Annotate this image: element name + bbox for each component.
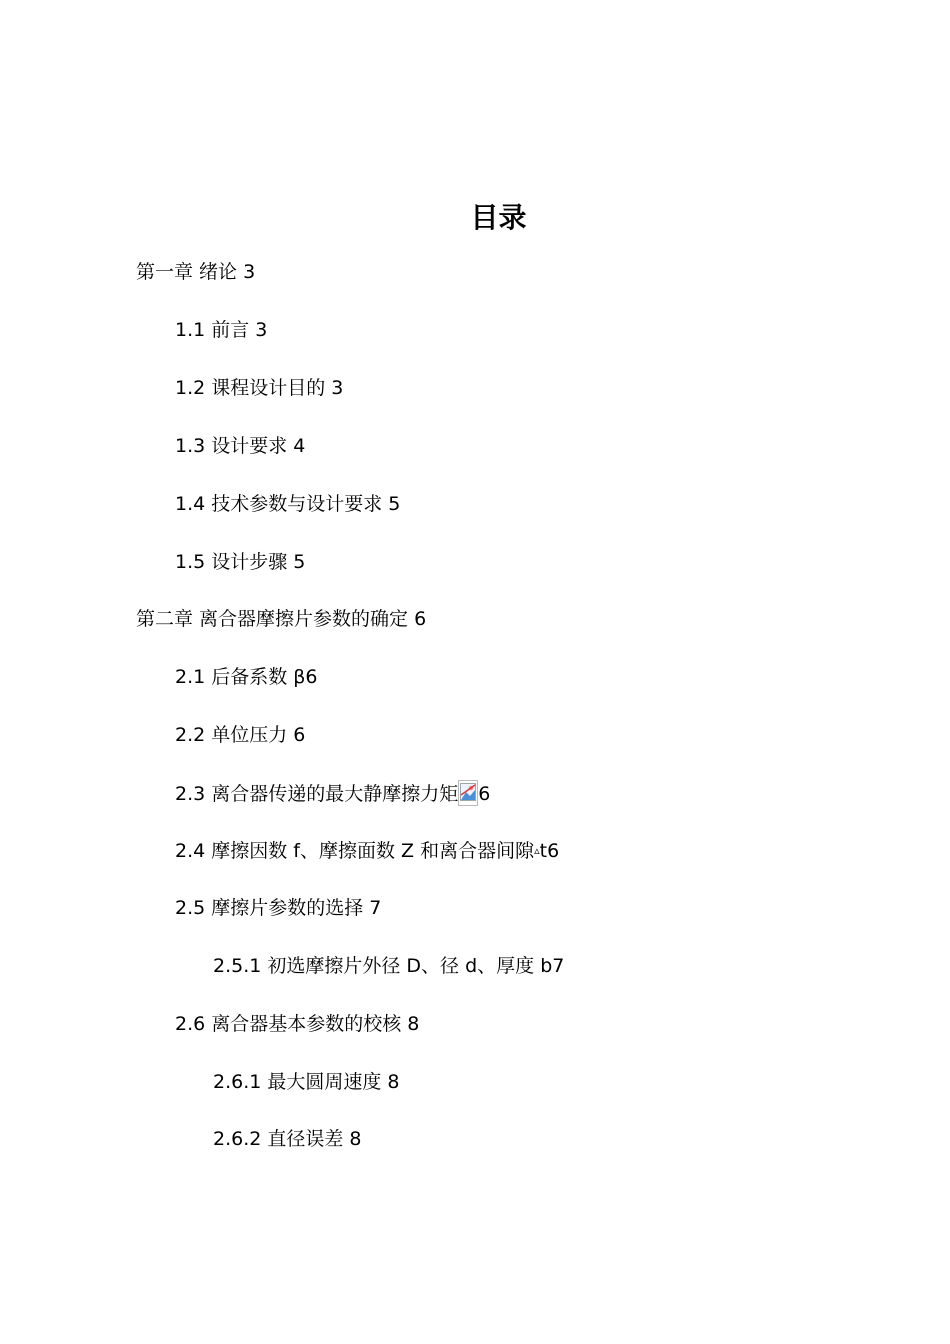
toc-entry-2-2[interactable] bbox=[175, 722, 305, 748]
toc-entry-2-5[interactable] bbox=[175, 895, 381, 921]
toc-entry-label: 1.2 课程设计目的 3 bbox=[175, 377, 344, 399]
toc-entry-2-6-2[interactable] bbox=[213, 1126, 362, 1152]
delta-symbol: ▵ bbox=[534, 844, 540, 857]
toc-entry-label: 1.3 设计要求 4 bbox=[175, 435, 306, 457]
toc-entry-label: 2.5 摩擦片参数的选择 7 bbox=[175, 897, 382, 919]
toc-entry-1-4[interactable] bbox=[175, 491, 400, 517]
toc-entry-label: 2.5.1 初选摩擦片外径 D、径 d、厚度 b7 bbox=[213, 955, 565, 977]
toc-entry-label: 1.4 技术参数与设计要求 5 bbox=[175, 493, 401, 515]
toc-entry-label: 2.6.1 最大圆周速度 8 bbox=[213, 1071, 400, 1093]
page-title: 目录 bbox=[470, 201, 527, 234]
toc-entry-label: 1.1 前言 3 bbox=[175, 319, 268, 341]
toc-entry-chapter-2[interactable] bbox=[136, 606, 426, 632]
toc-entry-page: t6 bbox=[539, 840, 560, 862]
toc-entry-2-5-1[interactable] bbox=[213, 953, 564, 979]
toc-entry-1-3[interactable] bbox=[175, 433, 305, 459]
toc-entry-chapter-1[interactable] bbox=[136, 259, 255, 285]
toc-entry-label: 2.3 离合器传递的最大静摩擦力矩 bbox=[175, 783, 459, 805]
toc-entry-label: 2.1 后备系数 β6 bbox=[175, 666, 318, 688]
toc-entry-label: 2.2 单位压力 6 bbox=[175, 724, 306, 746]
toc-entry-label: 2.6 离合器基本参数的校核 8 bbox=[175, 1013, 420, 1035]
toc-entry-2-6[interactable] bbox=[175, 1011, 419, 1037]
toc-entry-label: 2.4 摩擦因数 f、摩擦面数 Z 和离合器间隙 bbox=[175, 840, 535, 862]
toc-entry-1-1[interactable] bbox=[175, 317, 267, 343]
toc-entry-label: 第二章 离合器摩擦片参数的确定 6 bbox=[136, 608, 427, 630]
toc-entry-2-3[interactable] bbox=[175, 780, 490, 807]
toc-entry-2-6-1[interactable] bbox=[213, 1069, 400, 1095]
toc-entry-2-4[interactable] bbox=[175, 838, 559, 864]
toc-entry-page: 6 bbox=[478, 783, 491, 805]
toc-entry-label: 1.5 设计步骤 5 bbox=[175, 551, 306, 573]
broken-image-icon bbox=[458, 780, 478, 806]
toc-entry-label: 第一章 绪论 3 bbox=[136, 261, 256, 283]
toc-entry-1-2[interactable] bbox=[175, 375, 343, 401]
toc-entry-1-5[interactable] bbox=[175, 549, 305, 575]
toc-entry-label: 2.6.2 直径误差 8 bbox=[213, 1128, 362, 1150]
toc-entry-2-1[interactable] bbox=[175, 664, 318, 690]
